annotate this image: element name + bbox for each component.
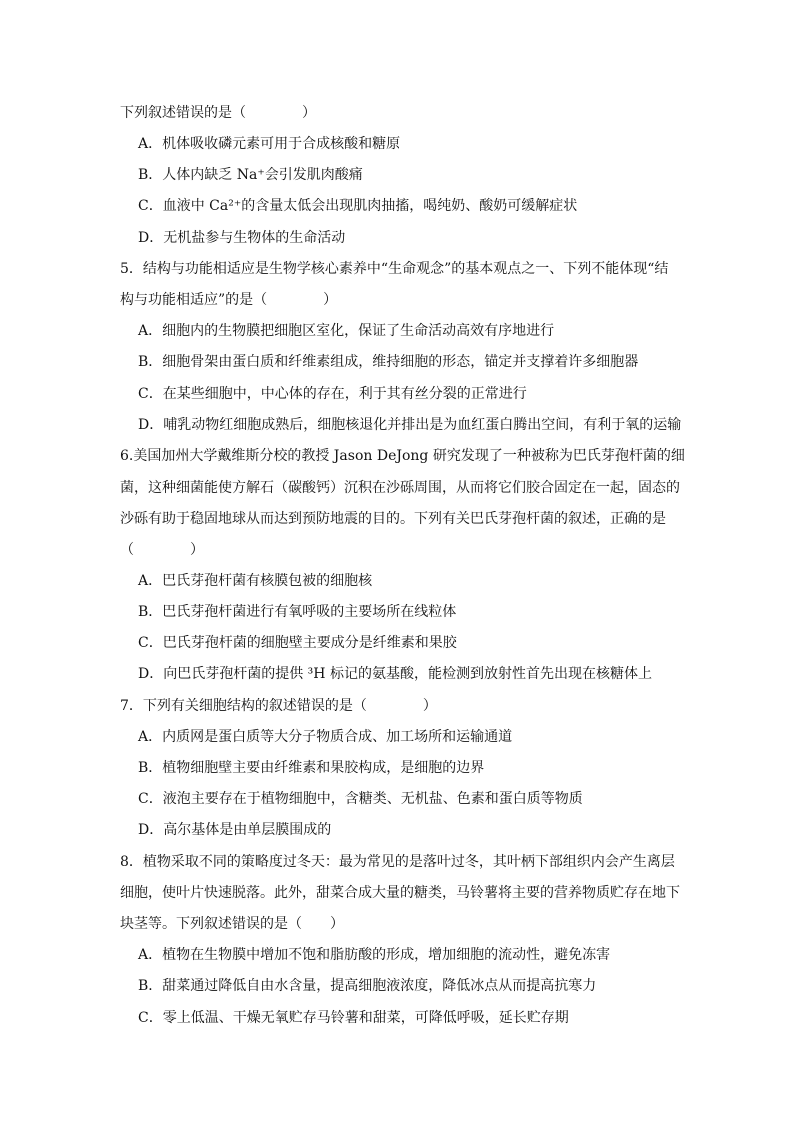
q5-option-a: A．细胞内的生物膜把细胞区室化，保证了生命活动高效有序地进行 (138, 323, 555, 339)
q6-option-c: C．巴氏芽孢杆菌的细胞壁主要成分是纤维素和果胶 (138, 635, 457, 651)
q8-stem-line-2: 细胞，使叶片快速脱落。此外，甜菜合成大量的糖类，马铃薯将主要的营养物质贮存在地下 (120, 885, 680, 901)
q4-stem-tail: 下列叙述错误的是（ ） (120, 105, 316, 121)
q5-option-d: D．哺乳动物红细胞成熟后，细胞核退化并排出是为血红蛋白腾出空间，有利于氧的运输 (138, 417, 682, 433)
q4-option-a: A．机体吸收磷元素可用于合成核酸和糖原 (138, 136, 401, 152)
q7-option-b: B．植物细胞壁主要由纤维素和果胶构成，是细胞的边界 (138, 760, 485, 776)
q7-option-c: C．液泡主要存在于植物细胞中，含糖类、无机盐、色素和蛋白质等物质 (138, 791, 583, 807)
q8-option-b: B．甜菜通过降低自由水含量，提高细胞液浓度，降低冰点从而提高抗寒力 (138, 978, 597, 994)
q6-option-b: B．巴氏芽孢杆菌进行有氧呼吸的主要场所在线粒体 (138, 604, 457, 620)
q6-option-a: A．巴氏芽孢杆菌有核膜包被的细胞核 (138, 573, 373, 589)
q5-option-b: B．细胞骨架由蛋白质和纤维素组成，维持细胞的形态，锚定并支撑着许多细胞器 (138, 354, 639, 370)
q5-option-c: C．在某些细胞中，中心体的存在，利于其有丝分裂的正常进行 (138, 386, 527, 402)
q4-option-c: C．血液中 Ca²⁺的含量太低会出现肌肉抽搐，喝纯奶、酸奶可缓解症状 (138, 198, 578, 214)
q7-option-a: A．内质网是蛋白质等大分子物质合成、加工场所和运输通道 (138, 729, 513, 745)
q8-option-c: C．零上低温、干燥无氧贮存马铃薯和甜菜，可降低呼吸，延长贮存期 (138, 1010, 569, 1026)
q7-option-d: D．高尔基体是由单层膜围成的 (138, 822, 332, 838)
q5-stem-line-2: 构与功能相适应”的是（ ） (120, 292, 338, 308)
q6-stem-line-1: 6.美国加州大学戴维斯分校的教授 Jason DeJong 研究发现了一种被称为巴氏芽孢杆菌的细 (120, 448, 685, 464)
q8-stem-line-3: 块茎等。下列叙述错误的是（ ） (120, 916, 344, 932)
q4-option-b: B．人体内缺乏 Na⁺会引发肌肉酸痛 (138, 167, 363, 183)
q5-stem-line-1: 5．结构与功能相适应是生物学核心素养中“生命观念”的基本观点之一、下列不能体现“结 (120, 261, 669, 277)
q6-stem-line-4: （ ） (120, 542, 204, 558)
q7-stem-line-1: 7．下列有关细胞结构的叙述错误的是（ ） (120, 698, 437, 714)
q8-option-a: A．植物在生物膜中增加不饱和脂肪酸的形成，增加细胞的流动性，避免冻害 (138, 947, 611, 963)
q8-stem-line-1: 8．植物采取不同的策略度过冬天：最为常见的是落叶过冬，其叶柄下部组织内会产生离层 (120, 854, 675, 870)
q6-option-d: D．向巴氏芽孢杆菌的提供 ³H 标记的氨基酸，能检测到放射性首先出现在核糖体上 (138, 666, 652, 682)
q6-stem-line-2: 菌，这种细菌能使方解石（碳酸钙）沉积在沙砾周围，从而将它们胶合固定在一起，固态的 (120, 480, 680, 496)
q4-option-d: D．无机盐参与生物体的生命活动 (138, 230, 346, 246)
q6-stem-line-3: 沙砾有助于稳固地球从而达到预防地震的目的。下列有关巴氏芽孢杆菌的叙述，正确的是 (120, 511, 666, 527)
